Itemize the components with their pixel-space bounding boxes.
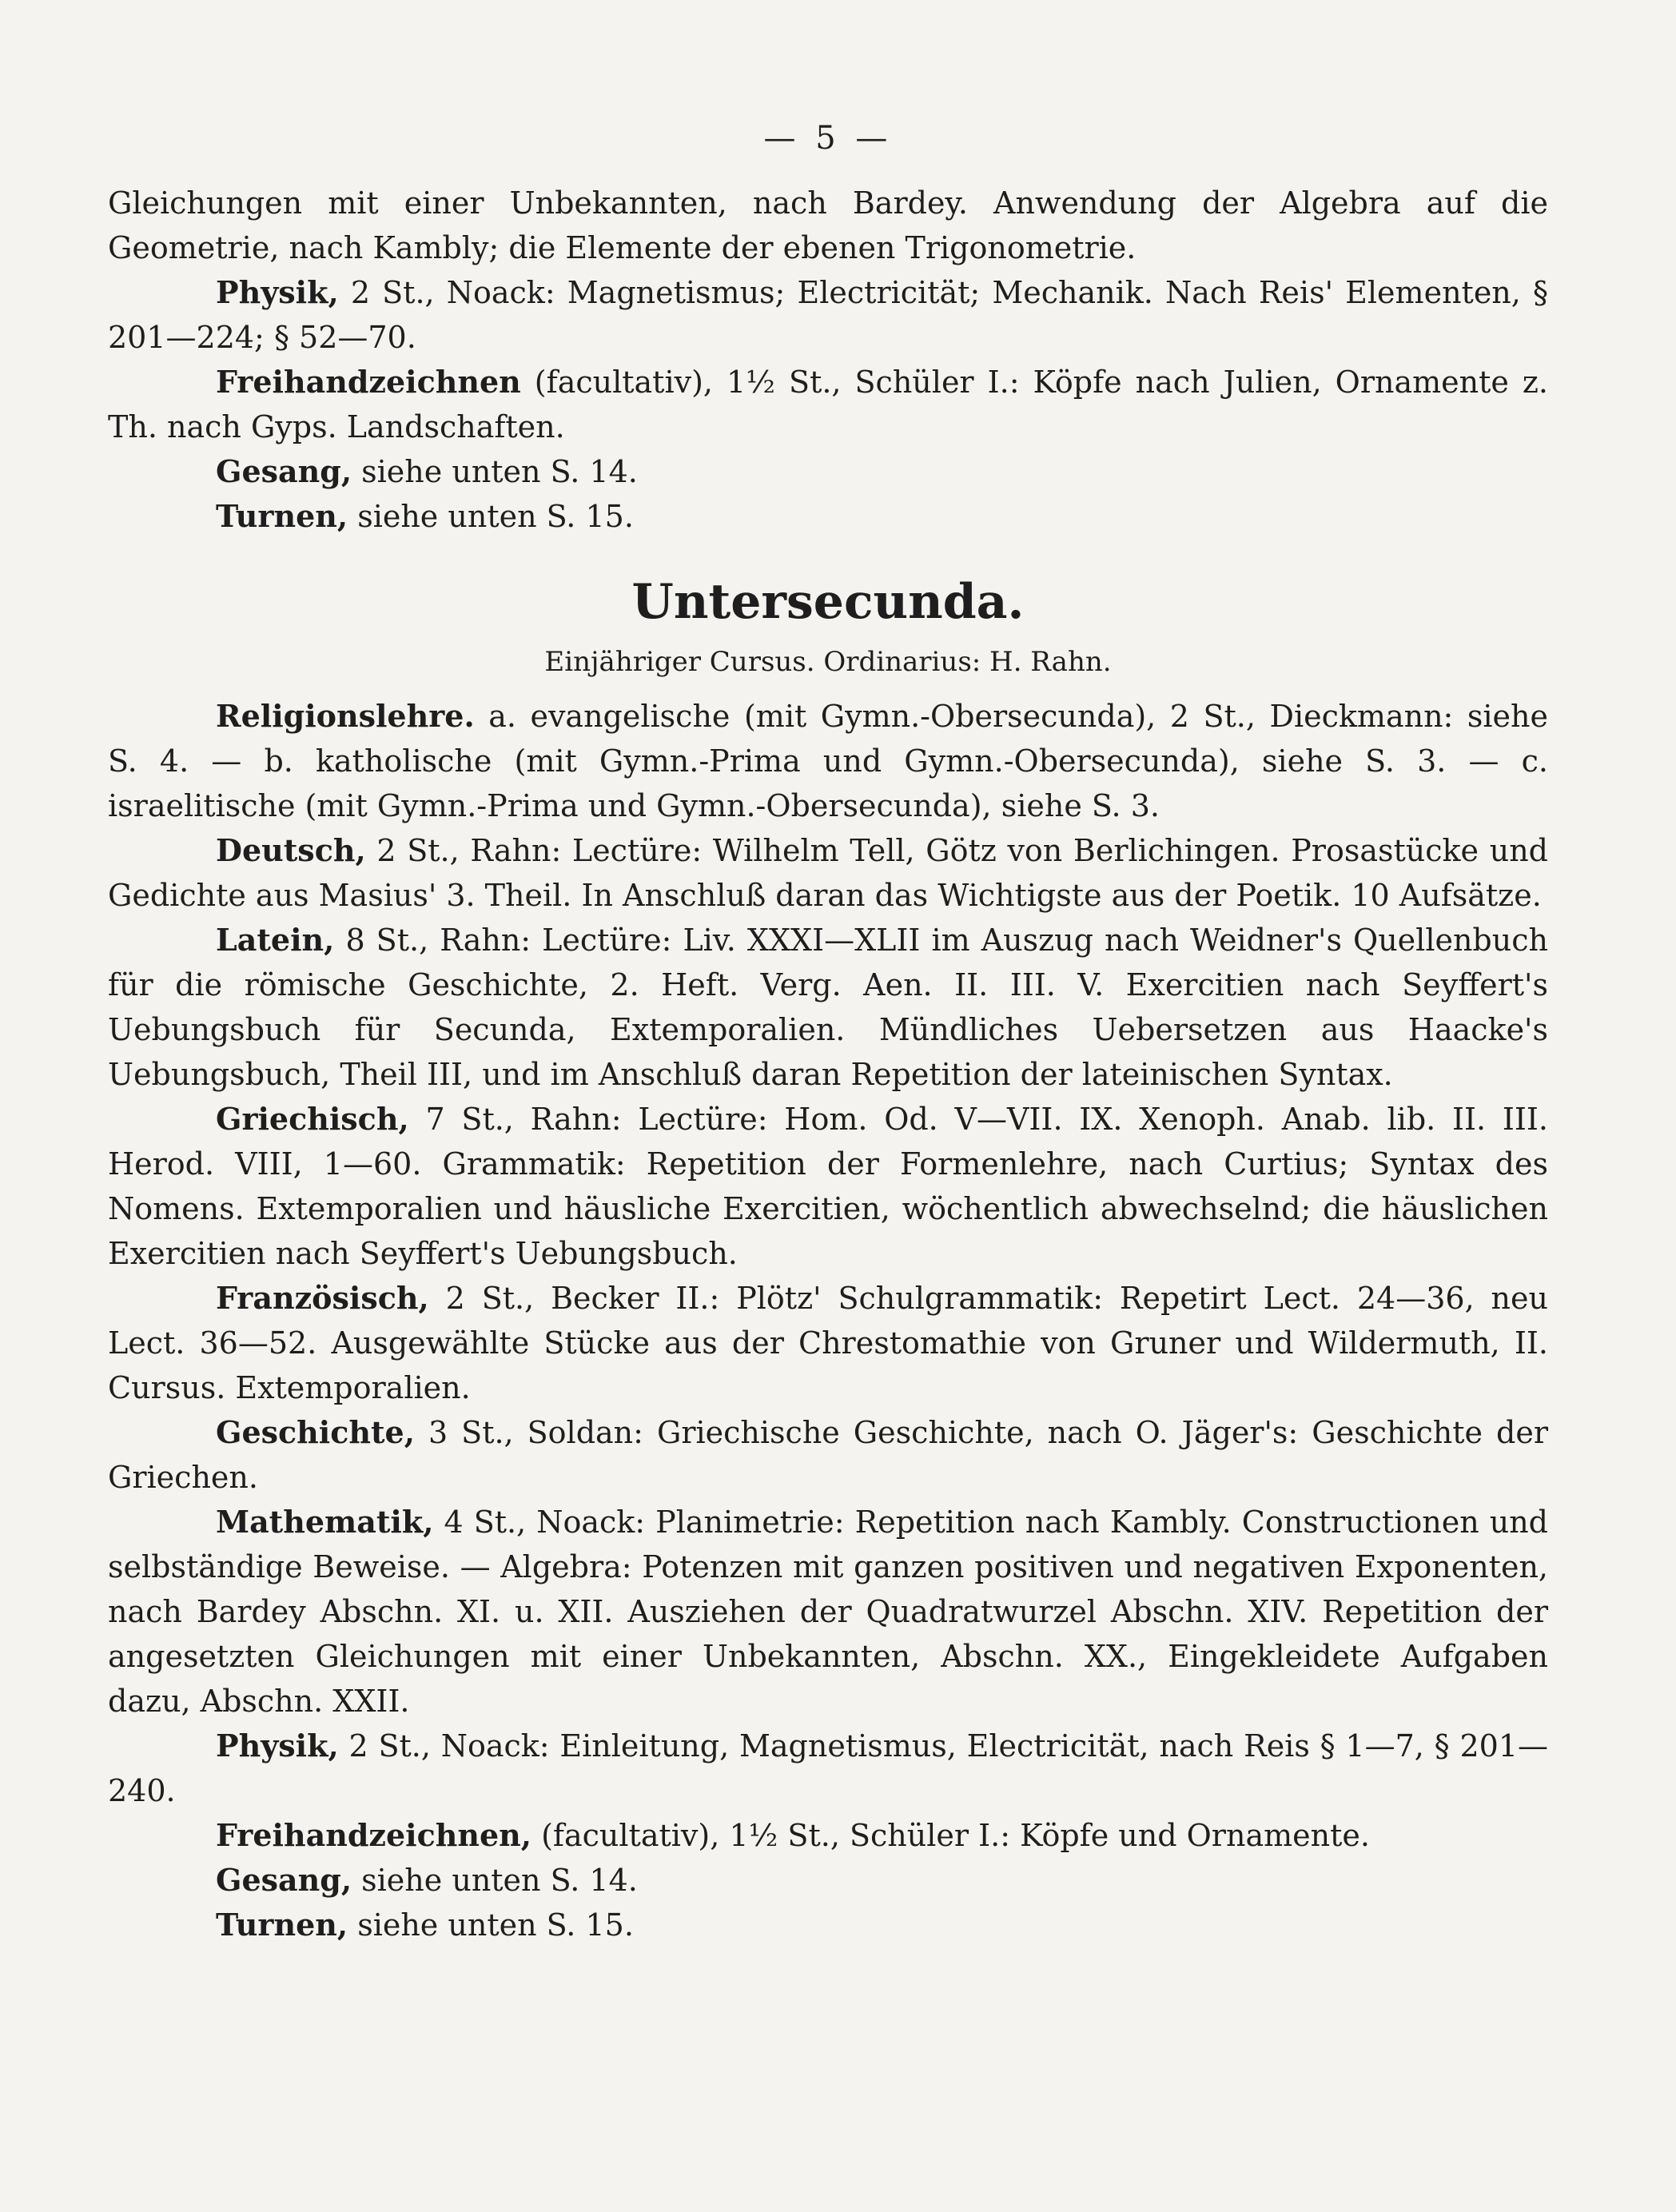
paragraph-text: 2 St., Noack: Einleitung, Magnetismus, Electricität, nach Reis § 1—7, § 201—240. xyxy=(108,1728,1548,1808)
subject-heading: Deutsch, xyxy=(216,832,366,868)
paragraph-text: 3 St., Soldan: Griechische Geschichte, nach O. Jäger's: Geschichte der Griechen. xyxy=(108,1415,1548,1495)
paragraph-gesang-top xyxy=(108,449,1548,494)
paragraph-latein xyxy=(108,918,1548,1097)
paragraph-freihandzeichnen xyxy=(108,1813,1548,1858)
paragraph-text: 2 St., Noack: Magnetismus; Electricität; Mechanik. Nach Reis' Elementen, § 201—224; § 52—70. xyxy=(108,275,1548,355)
subject-heading: Physik, xyxy=(216,1728,339,1764)
paragraph-mathematik xyxy=(108,1500,1548,1724)
paragraph-text: 2 St., Becker II.: Plötz' Schulgrammatik: Repetirt Lect. 24—36, neu Lect. 36—52. Ausgewählte Stücke aus der Chrestomathie von Gruner und Wildermuth, II. Cursus. Extemporalien. xyxy=(108,1281,1548,1405)
subject-heading: Griechisch, xyxy=(216,1101,409,1137)
paragraph-text: 4 St., Noack: Planimetrie: Repetition nach Kambly. Constructionen und selbständige Beweise. — Algebra: Potenzen mit ganzen positiven und negativen Exponenten, nach Bardey Abschn. XI. u. XII. Ausziehen der Quadratwurzel Abschn. XIV. Repetition der angesetzten Gleichungen mit einer Unbekannten, Abschn. XX., Eingekleidete Aufgaben dazu, Abschn. XXII. xyxy=(108,1505,1548,1719)
paragraph-text: 2 St., Rahn: Lectüre: Wilhelm Tell, Götz von Berlichingen. Prosastücke und Gedichte aus Masius' 3. Theil. In Anschluß daran das Wichtigste aus der Poetik. 10 Aufsätze. xyxy=(108,833,1548,913)
subject-heading: Turnen, xyxy=(216,498,348,534)
subject-heading: Physik, xyxy=(216,274,339,310)
paragraph-text: (facultativ), 1½ St., Schüler I.: Köpfe und Ornamente. xyxy=(531,1818,1370,1853)
subject-heading: Religionslehre. xyxy=(216,698,475,734)
paragraph-gesang xyxy=(108,1858,1548,1903)
paragraph-deutsch xyxy=(108,828,1548,918)
paragraph-text: 7 St., Rahn: Lectüre: Hom. Od. V—VII. IX. Xenoph. Anab. lib. II. III. Herod. VIII, 1—60. Grammatik: Repetition der Formenlehre, nach Curtius; Syntax des Nomens. Extemporalien und häusliche Exercitien, wöchentlich abwechselnd; die häuslichen Exercitien nach Seyffert's Uebungsbuch. xyxy=(108,1102,1548,1271)
paragraph-geschichte xyxy=(108,1410,1548,1500)
paragraph-griechisch xyxy=(108,1097,1548,1276)
subject-heading: Latein, xyxy=(216,922,335,958)
paragraph-religionslehre xyxy=(108,694,1548,828)
section-title: Untersecunda. xyxy=(631,574,1025,630)
subject-heading: Freihandzeichnen xyxy=(216,364,521,400)
paragraph-freihandzeichnen-top xyxy=(108,360,1548,449)
subject-heading: Geschichte, xyxy=(216,1414,415,1450)
paragraph-franzoesisch xyxy=(108,1276,1548,1410)
paragraph-text: 8 St., Rahn: Lectüre: Liv. XXXI—XLII im Auszug nach Weidner's Quellenbuch für die römische Geschichte, 2. Heft. Verg. Aen. II. III. V. Exercitien nach Seyffert's Uebungsbuch für Secunda, Extemporalien. Mündliches Uebersetzen aus Haacke's Uebungsbuch, Theil III, und im Anschluß daran Repetition der lateinischen Syntax. xyxy=(108,923,1548,1092)
section-subtitle: Einjähriger Cursus. Ordinarius: H. Rahn. xyxy=(544,646,1112,678)
subject-heading: Gesang, xyxy=(216,1862,352,1898)
subject-heading: Gesang, xyxy=(216,453,352,489)
paragraph-text: a. evangelische (mit Gymn.-Obersecunda), 2 St., Dieckmann: siehe S. 4. — b. katholische (mit Gymn.-Prima und Gymn.-Obersecunda), siehe S. 3. — c. israelitische (mit Gymn.-Prima und Gymn.-Obersecunda), siehe S. 3. xyxy=(108,699,1548,823)
subject-heading: Französisch, xyxy=(216,1280,429,1316)
page-number: — 5 — xyxy=(763,120,893,157)
subject-heading: Mathematik, xyxy=(216,1504,434,1540)
subject-heading: Turnen, xyxy=(216,1907,348,1943)
paragraph-text: siehe unten S. 14. xyxy=(352,1863,638,1898)
paragraph-turnen-top xyxy=(108,494,1548,539)
paragraph-algebra-continuation xyxy=(108,181,1548,270)
paragraph-physik xyxy=(108,1724,1548,1813)
paragraph-physik-top xyxy=(108,270,1548,360)
paragraph-turnen xyxy=(108,1903,1548,1947)
paragraph-text: siehe unten S. 15. xyxy=(348,499,634,534)
paragraph-text: siehe unten S. 14. xyxy=(352,454,638,489)
paragraph-text: siehe unten S. 15. xyxy=(348,1907,634,1943)
paragraph-text: Gleichungen mit einer Unbekannten, nach Bardey. Anwendung der Algebra auf die Geometrie, nach Kambly; die Elemente der ebenen Trigonometrie. xyxy=(108,185,1548,265)
paragraph-text: (facultativ), 1½ St., Schüler I.: Köpfe nach Julien, Ornamente z. Th. nach Gyps. Landschaften. xyxy=(108,365,1548,444)
subject-heading: Freihandzeichnen, xyxy=(216,1817,532,1853)
